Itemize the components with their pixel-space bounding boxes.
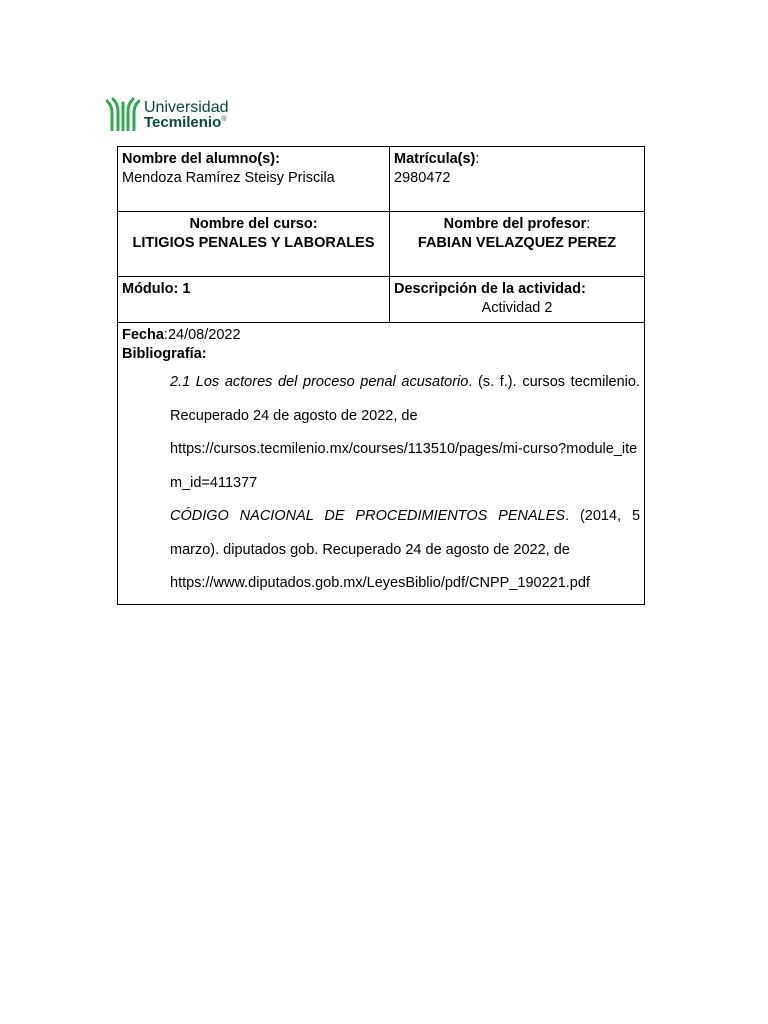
date-label: Fecha [122,327,164,343]
matricula-label: Matrícula(s) [394,151,476,167]
matricula-cell [390,147,645,212]
cover-row-student [118,147,645,212]
course-label: Nombre del curso: [189,216,318,232]
reference-details: . (2014, 5 marzo). diputados gob. Recuperado 24 de agosto de 2022, de [170,508,641,558]
cover-row-bibliography [118,323,645,605]
reference-details: . (s. f.). cursos tecmilenio. Recuperado 24 de agosto de 2022, de [170,374,640,424]
reference-title: CÓDIGO NACIONAL DE PROCEDIMIENTOS PENALES [170,508,566,524]
professor-label: Nombre del profesor [443,216,587,232]
date-value: :24/08/2022 [163,327,241,343]
logo-universidad-text: Universidad [144,99,229,116]
reference-item [170,366,640,433]
activity-label: Descripción de la actividad: [394,281,586,297]
matricula-value: 2980472 [394,170,451,186]
cover-row-course [118,212,645,277]
reference-url: https://www.diputados.gob.mx/LeyesBiblio/pdf/CNPP_190221.pdf [170,575,590,591]
activity-cell [390,277,645,323]
reference-list [170,366,640,601]
course-cell [118,212,390,277]
logo-tecmilenio-text [144,114,226,131]
bibliography-label: Bibliografía: [122,346,207,362]
cover-row-module [118,277,645,323]
professor-name: FABIAN VELAZQUEZ PEREZ [417,235,617,251]
reference-title: 2.1 Los actores del proceso penal acusatorio [170,374,469,390]
professor-colon: : [586,216,591,232]
module-cell [118,277,390,323]
student-name: Mendoza Ramírez Steisy Priscila [122,170,335,186]
module-label: Módulo: 1 [122,281,191,297]
bibliography-cell [118,323,645,605]
activity-value: Actividad 2 [481,300,553,316]
logo-tecmilenio-word: Tecmilenio [144,114,222,131]
tecmilenio-logo [106,97,246,133]
student-cell [118,147,390,212]
cover-table [117,146,645,605]
student-label: Nombre del alumno(s): [122,151,280,167]
course-name: LITIGIOS PENALES Y LABORALES [132,235,375,251]
reference-url: https://cursos.tecmilenio.mx/courses/113510/pages/mi-curso?module_item_id=411377 [170,441,638,491]
logo-registered-mark: ® [221,116,227,123]
professor-cell [390,212,645,277]
reference-item [170,500,640,567]
tecmilenio-leaf-icon [106,97,140,131]
matricula-colon: : [475,151,480,167]
